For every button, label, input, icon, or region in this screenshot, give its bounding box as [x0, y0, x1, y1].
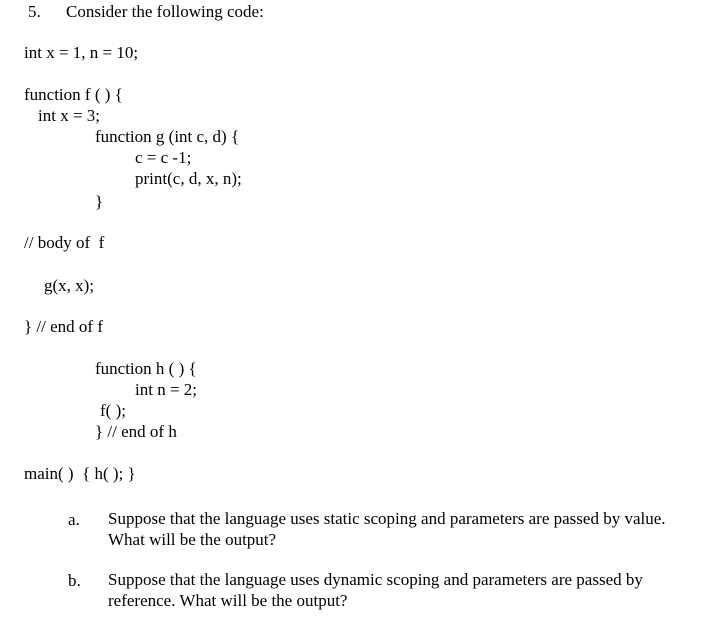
- code-line-11: function h ( ) {: [95, 359, 197, 378]
- code-line-1: int x = 1, n = 10;: [24, 43, 139, 62]
- subquestion-b-line-2: reference. What will be the output?: [108, 591, 348, 610]
- code-line-3: int x = 3;: [38, 106, 101, 125]
- code-line-13: f( );: [100, 401, 126, 420]
- code-line-7: }: [95, 192, 104, 211]
- subquestion-a-label: a.: [68, 510, 80, 529]
- subquestion-b-text: [108, 569, 718, 611]
- code-line-10: } // end of f: [24, 317, 103, 336]
- subquestion-a-line-1: Suppose that the language uses static scoping and parameters are passed by value.: [108, 509, 666, 528]
- subquestion-b-label: b.: [68, 571, 81, 590]
- code-line-12: int n = 2;: [135, 380, 198, 399]
- subquestion-a-text: [108, 508, 718, 550]
- code-line-15: main( ) { h( ); }: [24, 464, 136, 483]
- code-line-9: g(x, x);: [44, 276, 95, 295]
- code-line-2: function f ( ) {: [24, 85, 123, 104]
- question-prompt: Consider the following code:: [66, 2, 264, 21]
- subquestion-a-line-2: What will be the output?: [108, 530, 277, 549]
- subquestion-b-line-1: Suppose that the language uses dynamic scoping and parameters are passed by: [108, 570, 643, 589]
- code-line-5: c = c -1;: [135, 148, 192, 167]
- code-line-14: } // end of h: [95, 422, 177, 441]
- code-line-4: function g (int c, d) {: [95, 127, 240, 146]
- code-line-6: print(c, d, x, n);: [135, 169, 242, 188]
- code-line-8: // body of f: [24, 233, 105, 252]
- question-number: 5.: [28, 2, 41, 21]
